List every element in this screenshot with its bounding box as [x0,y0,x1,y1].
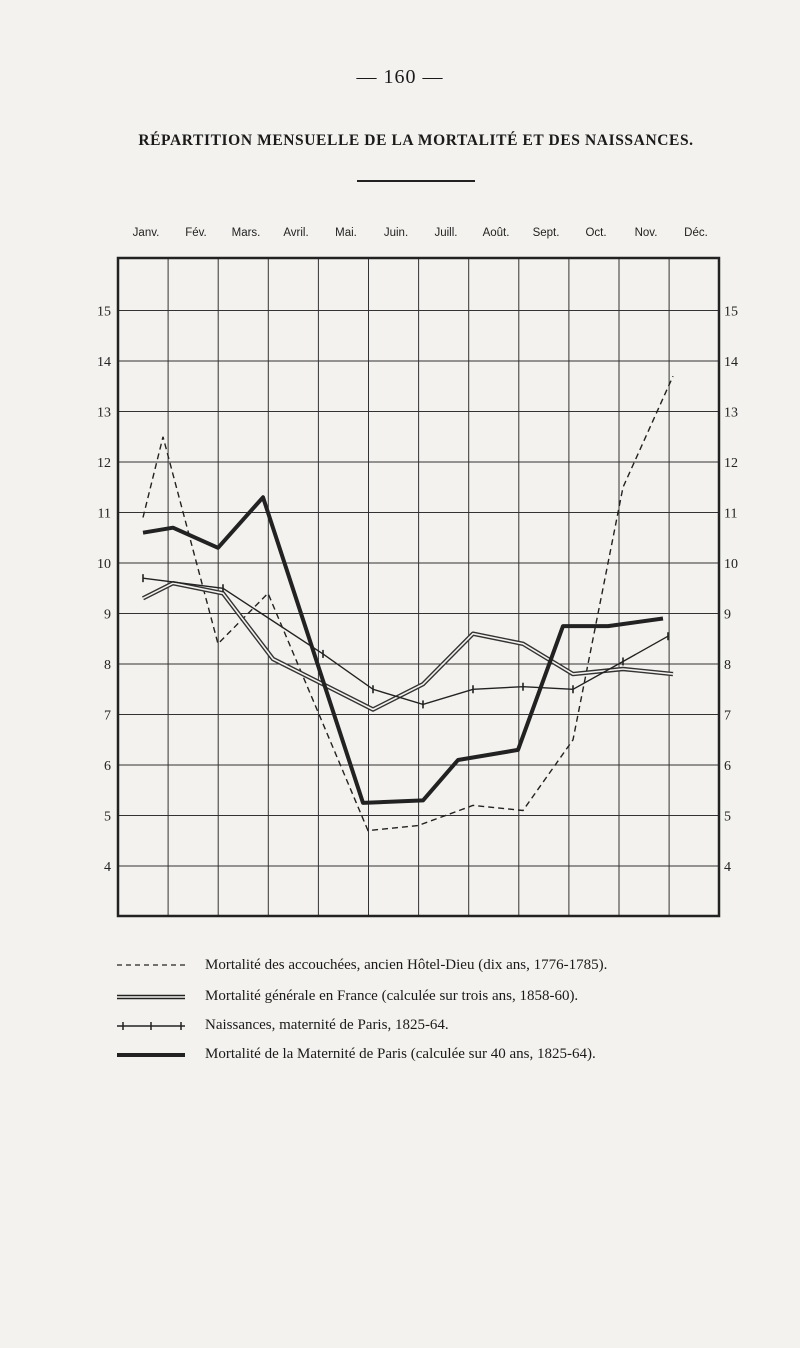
y-tick-right: 10 [724,557,738,572]
month-label: Déc. [684,227,708,239]
month-labels [133,227,708,239]
y-tick-right: 14 [724,355,738,370]
legend-swatch-dashed [115,956,195,980]
series-line-france [143,583,673,709]
month-label: Oct. [585,227,607,239]
month-label: Sept. [532,227,560,239]
legend-swatch-double [115,987,195,1011]
y-tick-right: 13 [724,405,738,421]
series-line-hotel-dieu [143,376,673,830]
chart-title: RÉPARTITION MENSUELLE DE LA MORTALITÉ ET DES NAISSANCES. [138,132,694,149]
page-number: — 160 — [356,66,444,88]
month-label: Fév. [185,227,207,239]
y-tick-left: 6 [104,759,111,774]
y-tick-left: 12 [97,456,111,471]
legend-item-france [115,987,755,1011]
series-line-maternite [143,497,663,803]
y-tick-right: 5 [724,809,731,825]
legend-label: Mortalité des accouchées, ancien Hôtel-Dieu (dix ans, 1776-1785). [205,957,608,973]
series-lines [143,376,673,830]
legend-label: Mortalité générale en France (calculée sur trois ans, 1858-60). [205,988,579,1004]
y-tick-left: 4 [104,860,111,875]
legend-item-maternite [115,1045,755,1069]
y-tick-left: 11 [97,506,111,522]
month-label: Avril. [283,227,309,239]
legend-label: Mortalité de la Maternité de Paris (calculée sur 40 ans, 1825-64). [205,1046,596,1062]
y-tick-right: 12 [724,456,738,471]
month-label: Juin. [383,227,409,239]
legend-label: Naissances, maternité de Paris, 1825-64. [205,1017,449,1033]
y-tick-right: 7 [724,708,731,724]
y-tick-left: 9 [104,607,111,623]
y-tick-right: 6 [724,759,731,774]
y-tick-right: 11 [724,506,738,522]
month-label: Nov. [634,227,658,239]
y-tick-left: 7 [104,708,111,724]
month-label: Juill. [434,227,458,239]
month-label: Janv. [132,227,160,239]
month-label: Août. [482,227,510,239]
y-tick-left: 13 [97,405,111,421]
legend-item-hotel-dieu [115,956,755,980]
y-tick-right: 8 [724,658,731,673]
y-axis-right-ticks [724,305,738,876]
y-tick-left: 14 [97,355,111,370]
y-tick-left: 5 [104,809,111,825]
y-tick-right: 9 [724,607,731,623]
y-axis-left-ticks [97,305,111,876]
month-label: Mars. [231,227,261,239]
legend-item-naissances [115,1016,755,1040]
legend-swatch-crossed [115,1016,195,1040]
y-tick-left: 8 [104,658,111,673]
y-tick-left: 15 [97,304,111,320]
y-tick-left: 10 [97,557,111,572]
series-line-naissances [143,578,668,704]
y-tick-right: 4 [724,860,731,875]
legend-swatch-bold [115,1045,195,1069]
y-tick-right: 15 [724,304,738,320]
month-label: Mai. [335,227,357,239]
